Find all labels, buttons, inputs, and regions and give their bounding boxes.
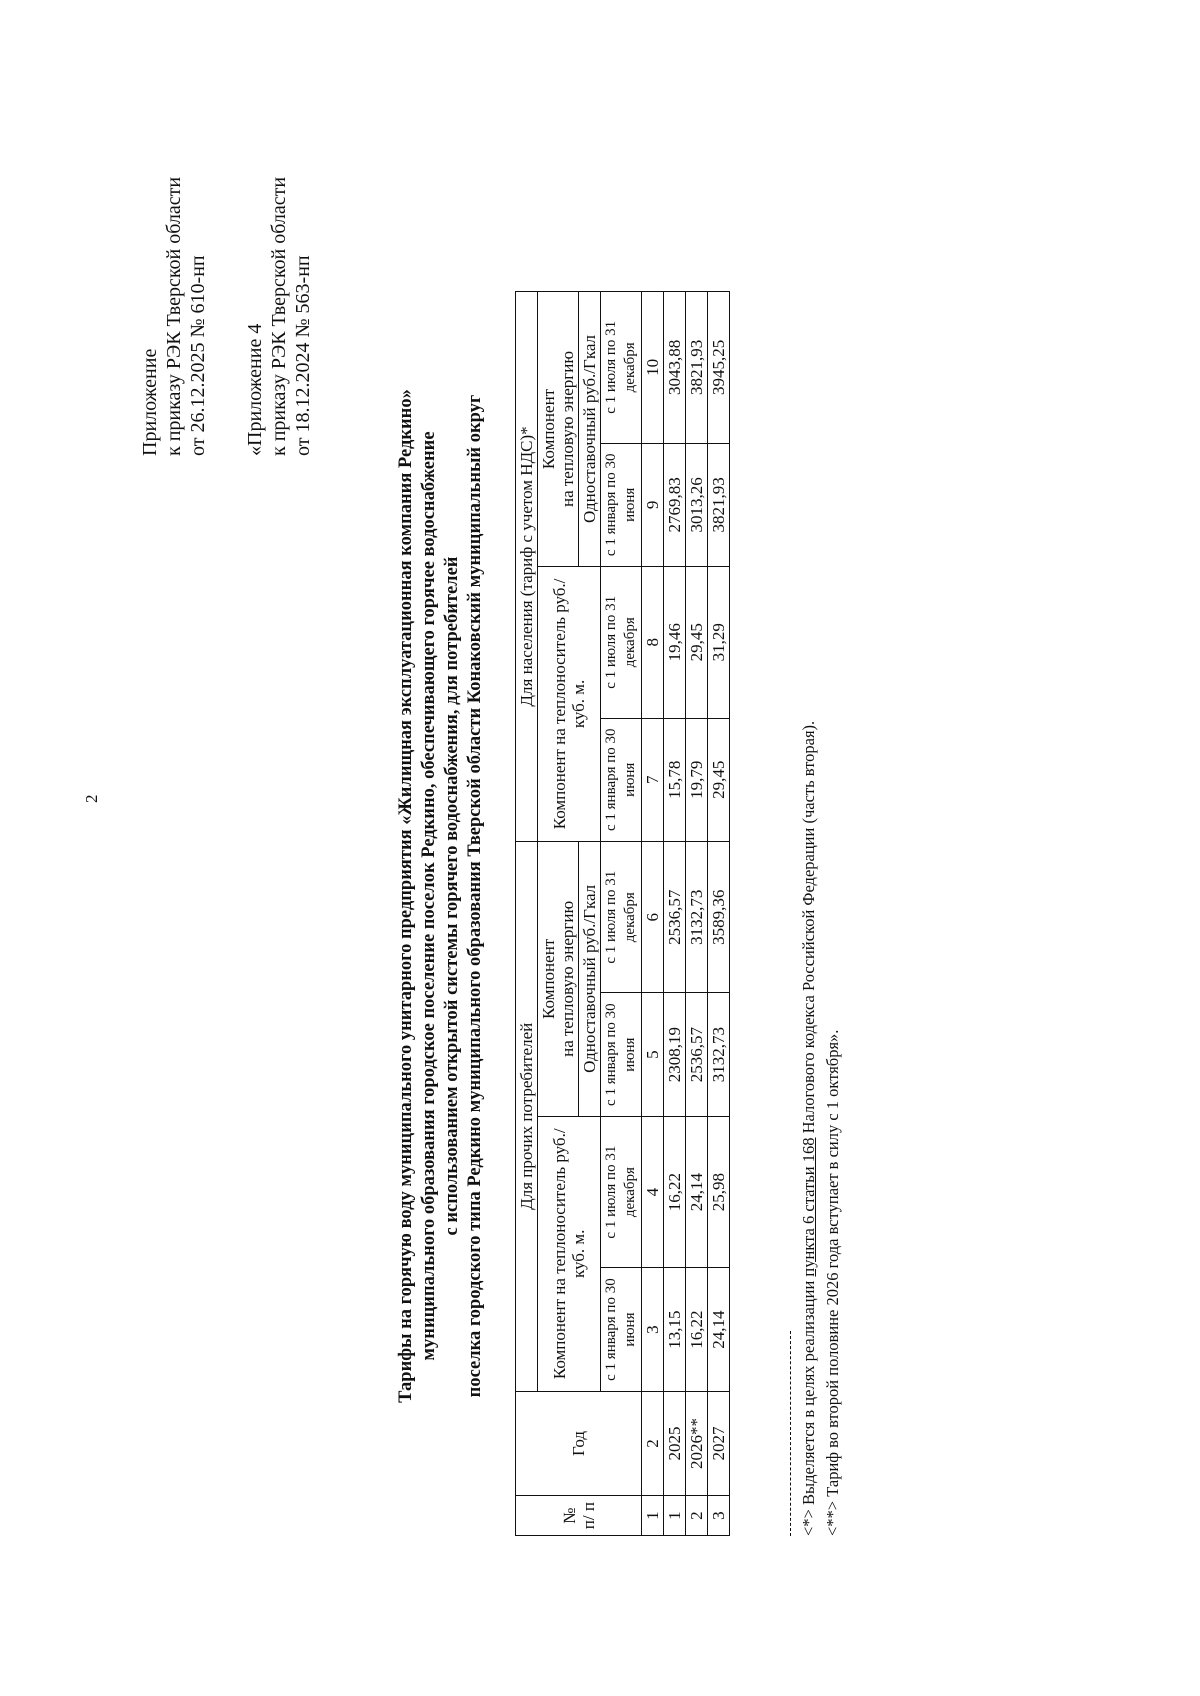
stamp-line: Приложение xyxy=(139,348,161,456)
stamp-line: от 18.12.2024 № 563-нп xyxy=(292,255,314,456)
table-cell: 1 xyxy=(664,1496,686,1536)
table-cell: 2026** xyxy=(686,1391,708,1496)
table-row xyxy=(708,292,730,1536)
column-number-row xyxy=(642,292,664,1536)
table-cell: 13,15 xyxy=(664,1268,686,1391)
column-number: 2 xyxy=(642,1391,664,1496)
title-line: муниципального образования городское поселение поселок Редкино, обеспечивающего горячее водоснабжение xyxy=(419,431,439,1361)
footnote-effective-date: <**> Тариф во второй половине 2026 года вступает в силу с 1 октября». xyxy=(823,1029,842,1536)
header-period-first-half: с 1 января по 30 июня xyxy=(601,1268,642,1391)
table-cell: 3821,93 xyxy=(686,292,708,444)
table-cell: 2536,57 xyxy=(686,993,708,1116)
tariff-table xyxy=(515,291,730,1536)
header-period-first-half: с 1 января по 30 июня xyxy=(601,718,642,841)
header-energy-component xyxy=(538,292,579,567)
header-other-consumers: Для прочих потребителей xyxy=(516,841,538,1391)
column-number: 5 xyxy=(642,993,664,1116)
table-cell: 29,45 xyxy=(708,718,730,841)
column-number: 3 xyxy=(642,1268,664,1391)
header-number: № п/ п xyxy=(516,1496,642,1536)
table-cell: 25,98 xyxy=(708,1116,730,1268)
header-period-second-half: с 1 июля по 31 декабря xyxy=(601,841,642,993)
table-row xyxy=(664,292,686,1536)
header-energy-line: на тепловую энергию xyxy=(558,350,577,508)
stamp-line: от 26.12.2025 № 610-нп xyxy=(187,255,209,456)
header-carrier-component: Компонент на теплоноситель руб./куб. м. xyxy=(538,566,601,841)
stamp-line: к приказу РЭК Тверской области xyxy=(268,176,290,456)
header-period-first-half: с 1 января по 30 июня xyxy=(601,443,642,566)
table-cell: 19,46 xyxy=(664,566,686,718)
header-energy-component xyxy=(538,841,579,1116)
table-cell: 15,78 xyxy=(664,718,686,841)
title-line: поселка городского типа Редкино муниципального образования Тверской области Конаковский муниципальный округ xyxy=(465,394,485,1398)
document-title xyxy=(395,256,487,1536)
header-period-second-half: с 1 июля по 31 декабря xyxy=(601,292,642,444)
table-cell: 3132,73 xyxy=(686,841,708,993)
tax-code-reference: пункта 6 статьи 168 xyxy=(799,1137,818,1277)
approval-stamp-original xyxy=(243,177,315,456)
footnote-text: <*> Выделяется в целях реализации xyxy=(799,1280,818,1536)
header-period-first-half: с 1 января по 30 июня xyxy=(601,993,642,1116)
header-energy-line: на тепловую энергию xyxy=(558,900,577,1057)
table-cell: 16,22 xyxy=(686,1268,708,1391)
table-cell: 3132,73 xyxy=(708,993,730,1116)
table-cell: 19,79 xyxy=(686,718,708,841)
footnote-text: Налогового кодекса Российской Федерации (часть вторая). xyxy=(799,720,818,1134)
header-period-second-half: с 1 июля по 31 декабря xyxy=(601,566,642,718)
column-number: 6 xyxy=(642,841,664,993)
column-number: 10 xyxy=(642,292,664,444)
table-cell: 3821,93 xyxy=(708,443,730,566)
stamp-line: «Приложение 4 xyxy=(244,323,266,456)
stamp-line: к приказу РЭК Тверской области xyxy=(163,176,185,456)
table-cell: 24,14 xyxy=(686,1116,708,1268)
footnote-divider xyxy=(790,1331,791,1536)
column-number: 9 xyxy=(642,443,664,566)
column-number: 1 xyxy=(642,1496,664,1536)
table-cell: 3945,25 xyxy=(708,292,730,444)
table-cell: 2027 xyxy=(708,1391,730,1496)
footnotes xyxy=(790,721,845,1536)
header-year: Год xyxy=(516,1391,642,1496)
table-row xyxy=(686,292,708,1536)
table-cell: 2536,57 xyxy=(664,841,686,993)
table-cell: 29,45 xyxy=(686,566,708,718)
table-cell: 16,22 xyxy=(664,1116,686,1268)
table-cell: 3013,26 xyxy=(686,443,708,566)
column-number: 4 xyxy=(642,1116,664,1268)
header-one-part-rate: Одноставочный руб./Гкал xyxy=(579,292,601,567)
title-line: с использованием открытой системы горячего водоснабжения, для потребителей xyxy=(442,556,462,1236)
column-number: 7 xyxy=(642,718,664,841)
table-cell: 2 xyxy=(686,1496,708,1536)
footnote-vat xyxy=(797,721,821,1536)
table-cell: 31,29 xyxy=(708,566,730,718)
table-cell: 3043,88 xyxy=(664,292,686,444)
table-cell: 3 xyxy=(708,1496,730,1536)
header-one-part-rate: Одноставочный руб./Гкал xyxy=(579,841,601,1116)
header-period-second-half: с 1 июля по 31 декабря xyxy=(601,1116,642,1268)
title-line: Тарифы на горячую воду муниципального унитарного предприятия «Жилищная эксплуатационная компания Редкино» xyxy=(396,389,416,1403)
table-cell: 24,14 xyxy=(708,1268,730,1391)
column-number: 8 xyxy=(642,566,664,718)
table-cell: 2025 xyxy=(664,1391,686,1496)
table-cell: 3589,36 xyxy=(708,841,730,993)
header-energy-line: Компонент xyxy=(539,938,558,1019)
page-number: 2 xyxy=(82,794,101,803)
header-carrier-component: Компонент на теплоноситель руб./куб. м. xyxy=(538,1116,601,1391)
table-cell: 2769,83 xyxy=(664,443,686,566)
header-population: Для населения (тариф с учетом НДС)* xyxy=(516,292,538,842)
header-energy-line: Компонент xyxy=(539,388,558,470)
table-cell: 2308,19 xyxy=(664,993,686,1116)
approval-stamp-new xyxy=(138,177,210,456)
